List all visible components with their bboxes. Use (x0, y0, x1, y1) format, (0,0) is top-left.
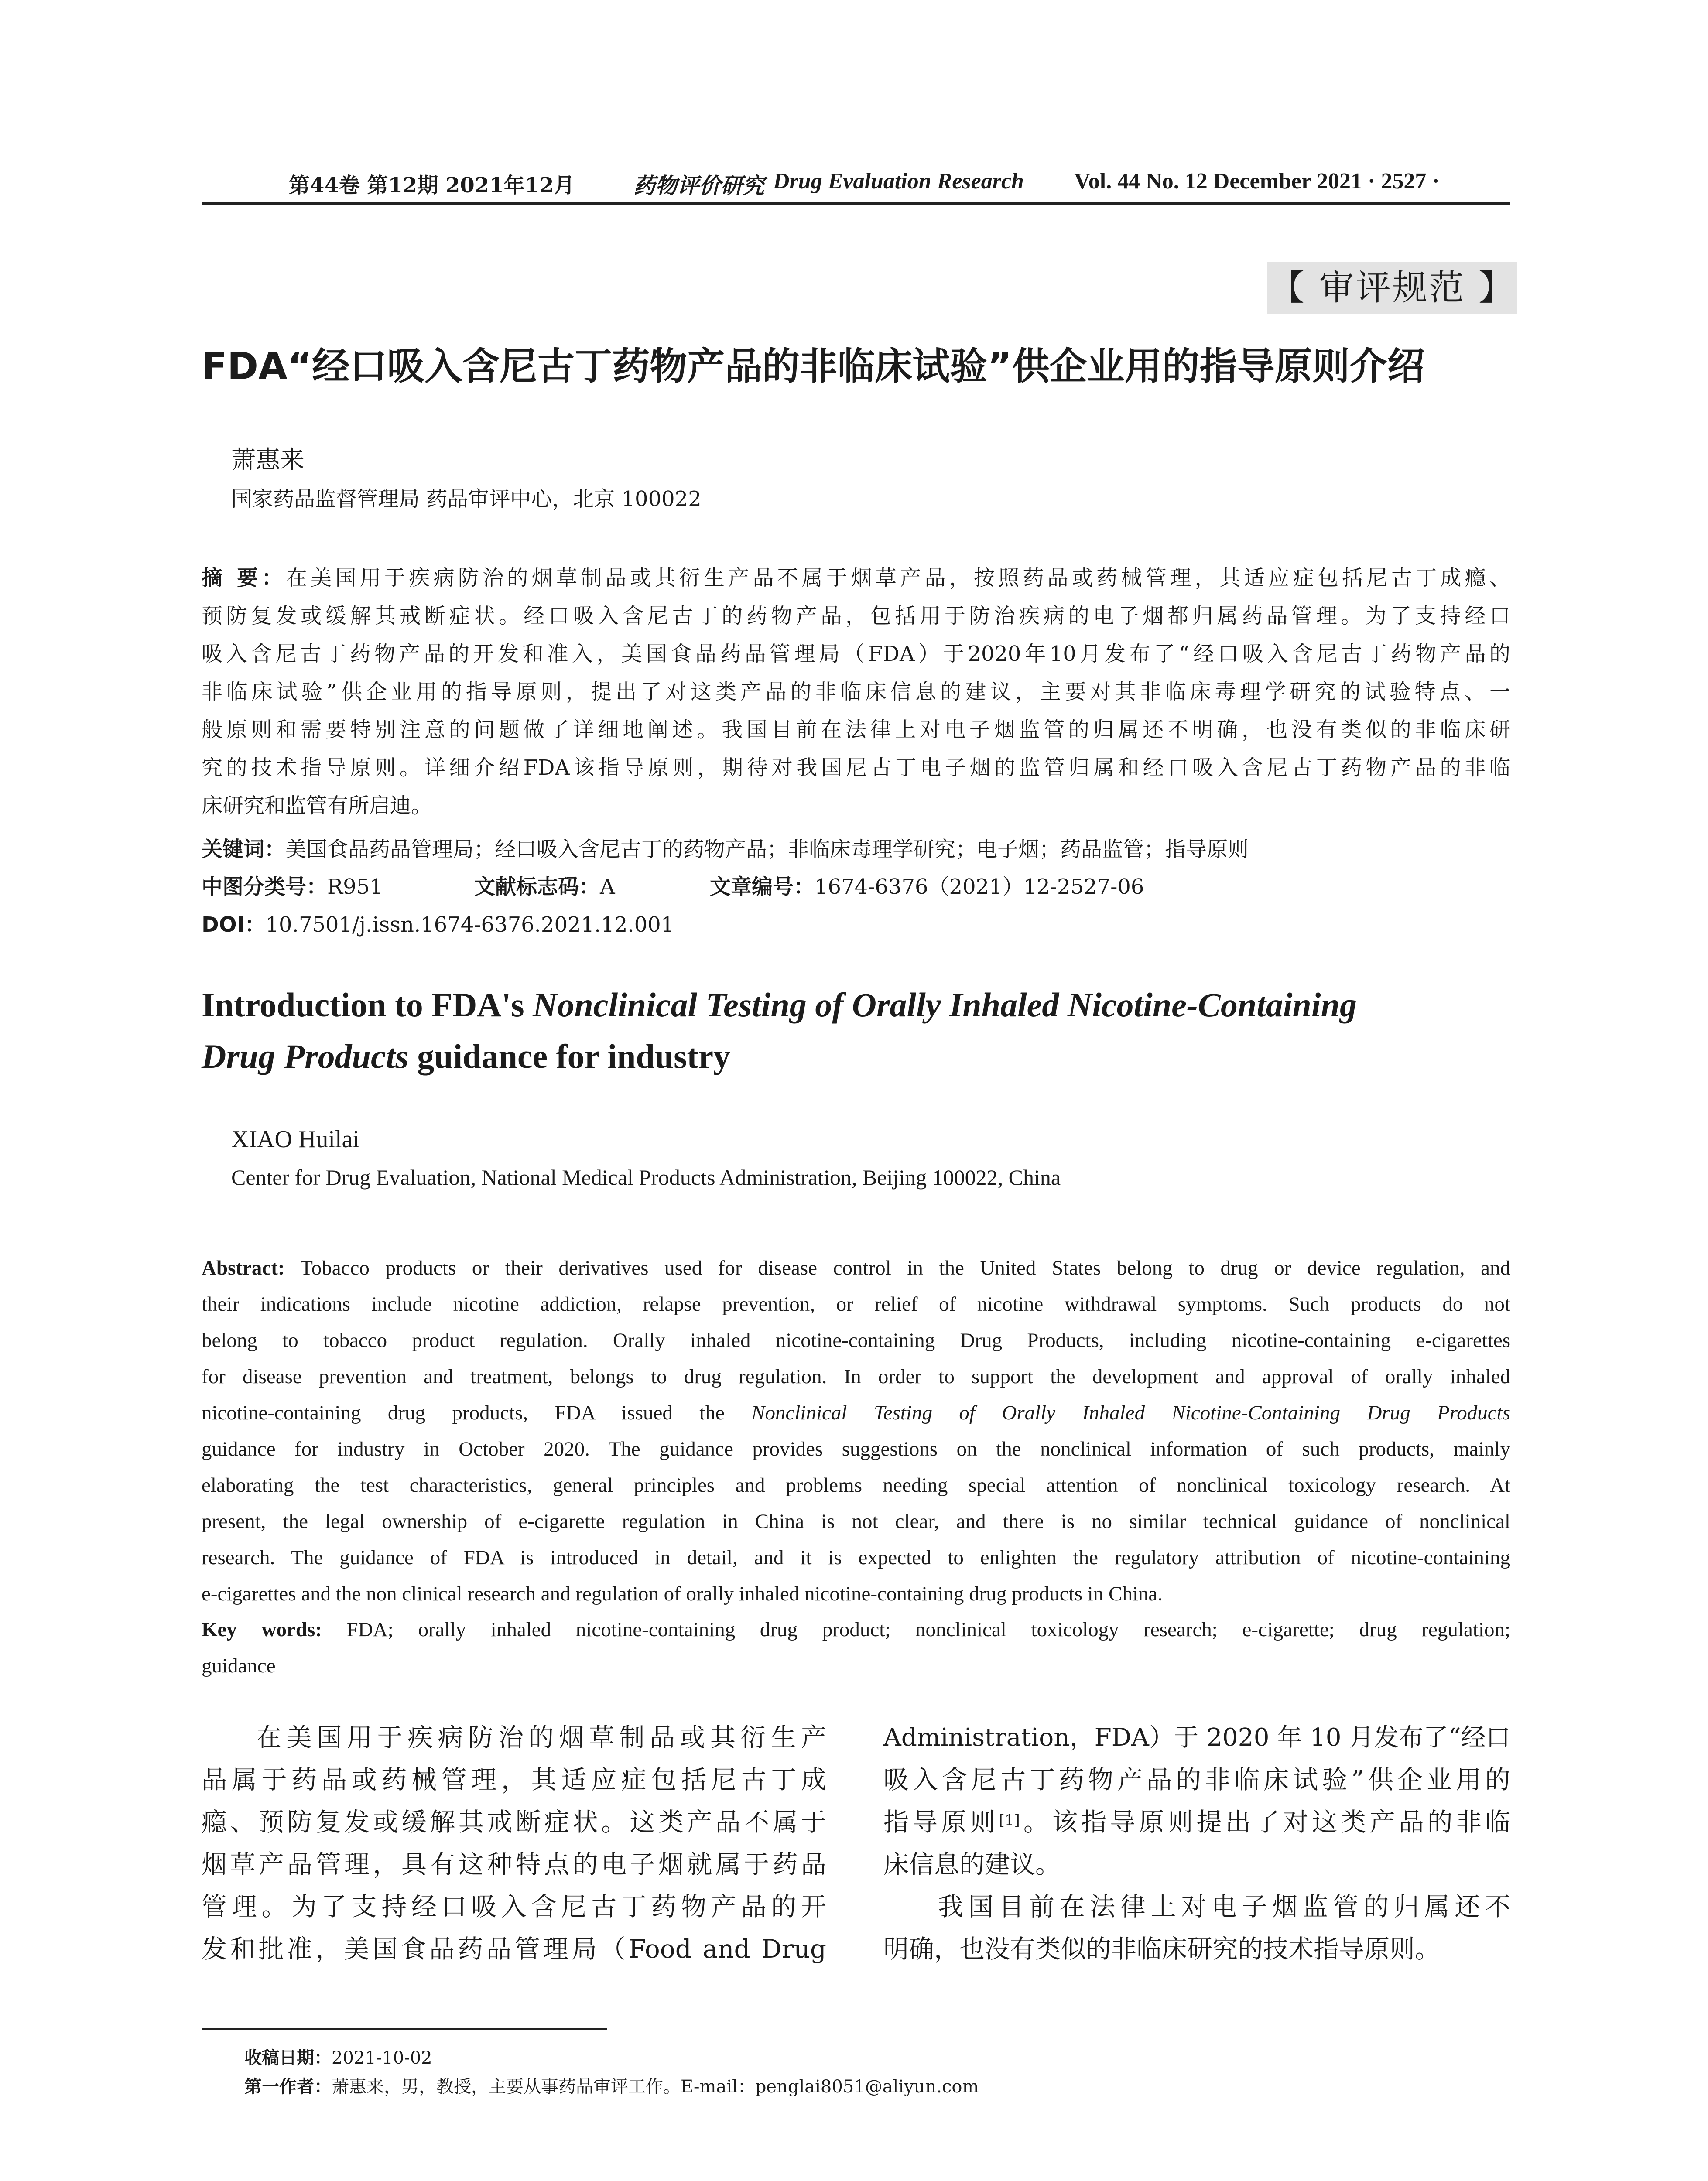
abstract-cn-line (202, 559, 1510, 597)
title-en-suffix: guidance for industry (408, 1037, 731, 1075)
abstract-cn-line: 床研究和监管有所启迪。 (202, 793, 432, 818)
abstract-en-line: research. The guidance of FDA is introduced in detail, and it is expected to enlighten the regulatory attribution of nicotine-containing (202, 1546, 1510, 1569)
received-date (244, 2044, 979, 2072)
article-title-cn: FDA“经口吸入含尼古丁药物产品的非临床试验”供企业用的指导原则介绍 (202, 345, 1425, 388)
footnote-rule (202, 2028, 607, 2030)
received-date-value: 2021-10-02 (332, 2048, 432, 2068)
abstract-en-line (202, 1395, 1510, 1431)
title-en-guidance-name-cont: Drug Products (202, 1037, 409, 1075)
abstract-en-line: guidance for industry in October 2020. The guidance provides suggestions on the nonclinical information of such products, mainly (202, 1438, 1510, 1460)
clc-value: R951 (327, 875, 383, 899)
abstract-cn-line: 吸入含尼古丁药物产品的开发和准入，美国食品药品管理局（FDA）于2020年10月发布了“经口吸入含尼古丁药物产品的 (202, 642, 1510, 666)
article-number (710, 868, 1144, 906)
body-line: 在美国用于疾病防治的烟草制品或其衍生产 (256, 1723, 826, 1752)
column-tag: 【 审评规范 】 (1267, 262, 1517, 314)
abstract-en-text: Tobacco products or their derivatives used for disease control in the United States belong to drug or device regulation, and (284, 1257, 1510, 1279)
abstract-en-line (202, 1250, 1510, 1286)
body-text: 指导原则 (883, 1807, 999, 1837)
body-line: 瘾、预防复发或缓解其戒断症状。这类产品不属于 (202, 1807, 826, 1837)
doc-code-label: 文献标志码： (474, 875, 600, 899)
clc-number (202, 868, 383, 906)
abstract-en-line: elaborating the test characteristics, general principles and problems needing special attention of nonclinical toxicology research. At (202, 1474, 1510, 1497)
abstract-en (202, 1250, 1510, 1612)
abstract-cn-line: 预防复发或缓解其戒断症状。经口吸入含尼古丁的药物产品，包括用于防治疾病的电子烟都归属药品管理。为了支持经口 (202, 604, 1510, 628)
keywords-cn-text: 美国食品药品管理局；经口吸入含尼古丁的药物产品；非临床毒理学研究；电子烟；药品监管；指导原则 (285, 837, 1249, 861)
body-column-right (883, 1716, 1510, 1970)
keywords-en-line (202, 1612, 1510, 1648)
author-name-cn: 萧惠来 (231, 446, 305, 474)
classification-info (202, 868, 1510, 906)
body-line: 品属于药品或药械管理，其适应症包括尼古丁成 (202, 1765, 826, 1795)
abstract-cn-line: 般原则和需要特别注意的问题做了详细地阐述。我国目前在法律上对电子烟监管的归属还不明确，也没有类似的非临床研 (202, 718, 1510, 742)
received-date-label: 收稿日期： (244, 2048, 332, 2068)
title-en-line (202, 979, 1510, 1031)
abstract-cn-text: 在美国用于疾病防治的烟草制品或其衍生产品不属于烟草产品，按照药品或药械管理，其适应症包括尼古丁成瘾、 (286, 566, 1510, 590)
document-code (474, 868, 615, 906)
affiliation-cn: 国家药品监督管理局 药品审评中心，北京 100022 (231, 487, 702, 511)
abstract-en-line: their indications include nicotine addiction, relapse prevention, or relief of nicotine withdrawal symptoms. Such products do not (202, 1293, 1510, 1316)
body-line: 管理。为了支持经口吸入含尼古丁药物产品的开 (202, 1892, 826, 1921)
article-number-value: 1674-6376（2021）12-2527-06 (815, 875, 1144, 899)
volume-page-info: Vol. 44 No. 12 December 2021 · 2527 · (1074, 169, 1440, 194)
keywords-en-line: guidance (202, 1655, 276, 1677)
abstract-en-line: e-cigarettes and the non clinical research and regulation of orally inhaled nicotine-containing drug products in China. (202, 1583, 1163, 1605)
title-en-guidance-name: Nonclinical Testing of Orally Inhaled Nicotine-Containing (533, 986, 1357, 1024)
abstract-cn-line: 究的技术指导原则。详细介绍FDA该指导原则，期待对我国尼古丁电子烟的监管归属和经口吸入含尼古丁药物产品的非临 (202, 755, 1510, 780)
journal-name-en: Drug Evaluation Research (773, 169, 1024, 194)
abstract-en-label: Abstract: (202, 1257, 285, 1279)
doi-label: DOI： (202, 913, 266, 937)
body-line: Administration，FDA）于 2020 年 10 月发布了“经口 (883, 1723, 1510, 1752)
abstract-en-line: present, the legal ownership of e-cigarette regulation in China is not clear, and there is no similar technical guidance of nonclinical (202, 1510, 1510, 1533)
first-author-note (244, 2072, 979, 2101)
running-header (202, 168, 1510, 199)
abstract-cn-line: 非临床试验”供企业用的指导原则，提出了对这类产品的非临床信息的建议，主要对其非临床毒理学研究的试验特点、一 (202, 680, 1510, 704)
abstract-en-line: for disease prevention and treatment, belongs to drug regulation. In order to support the development and approval of orally inhaled (202, 1365, 1510, 1388)
title-en-prefix: Introduction to FDA's (202, 986, 533, 1024)
body-column-left (202, 1716, 826, 1970)
abstract-en-line: belong to tobacco product regulation. Orally inhaled nicotine-containing Drug Products, including nicotine-containing e-cigarettes (202, 1329, 1510, 1352)
citation-marker[interactable]: [1] (999, 1812, 1020, 1829)
affiliation-en: Center for Drug Evaluation, National Medical Products Administration, Beijing 100022, China (231, 1165, 1061, 1190)
keywords-en (202, 1612, 1510, 1684)
title-en-line (202, 1031, 1510, 1082)
article-number-label: 文章编号： (710, 875, 815, 899)
keywords-cn-label: 关键词： (202, 837, 286, 861)
issue-info-cn: 第44卷 第12期 2021年12月 (289, 173, 575, 198)
clc-label: 中图分类号： (202, 875, 328, 899)
body-text: 。该指导原则提出了对这类产品的非临 (1020, 1807, 1510, 1837)
abstract-cn-label: 摘 要： (202, 566, 286, 590)
body-line: 明确，也没有类似的非临床研究的技术指导原则。 (883, 1934, 1441, 1964)
keywords-en-label: Key words: (202, 1618, 322, 1641)
author-name-en: XIAO Huilai (231, 1126, 359, 1153)
abstract-en-text: nicotine-containing drug products, FDA issued the (202, 1402, 752, 1424)
body-line (883, 1801, 1510, 1843)
first-author-value: 萧惠来，男，教授，主要从事药品审评工作。E-mail：penglai8051@aliyun.com (332, 2077, 979, 2097)
doi (202, 906, 674, 944)
body-line: 我国目前在法律上对电子烟监管的归属还不 (938, 1892, 1510, 1921)
article-title-en (202, 979, 1510, 1082)
abstract-cn (202, 559, 1510, 825)
body-line: 发和批准，美国食品药品管理局（Food and Drug (202, 1934, 826, 1964)
abstract-en-guidance-title: Nonclinical Testing of Orally Inhaled Nicotine-Containing Drug Products (751, 1402, 1510, 1424)
doc-code-value: A (600, 875, 615, 899)
doi-value[interactable]: 10.7501/j.issn.1674-6376.2021.12.001 (265, 913, 674, 937)
footnotes (244, 2044, 979, 2101)
header-rule (202, 202, 1510, 205)
body-line: 烟草产品管理，具有这种特点的电子烟就属于药品 (202, 1849, 826, 1879)
keywords-cn (202, 831, 1510, 868)
first-author-label: 第一作者： (244, 2077, 332, 2097)
journal-logo: 药物评价研究 (633, 174, 764, 198)
body-line: 吸入含尼古丁药物产品的非临床试验”供企业用的 (883, 1765, 1510, 1795)
keywords-en-text: FDA; orally inhaled nicotine-containing drug product; nonclinical toxicology research; e-cigarette; drug regulation; (322, 1618, 1510, 1641)
body-line: 床信息的建议。 (883, 1849, 1061, 1879)
